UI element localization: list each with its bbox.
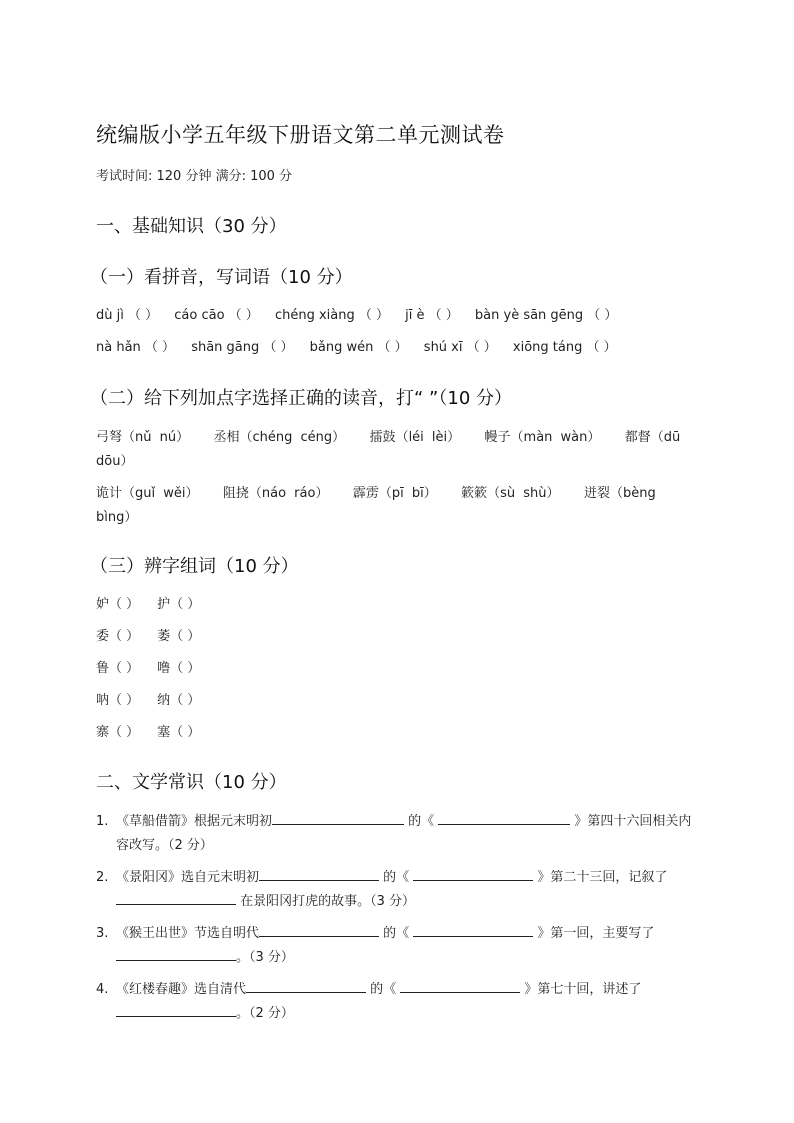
pinyin-item: jī è （ ）: [405, 308, 459, 323]
char-item: 呐（ ）: [96, 693, 140, 708]
char-item: 纳（ ）: [157, 693, 201, 708]
char-pair-row: [96, 722, 698, 744]
char-item: 护（ ）: [157, 597, 201, 612]
char-item: 寨（ ）: [96, 725, 140, 740]
item-text: 《猴王出世》节选自明代: [116, 926, 260, 941]
char-pair-row: [96, 626, 698, 648]
pinyin-item: nà hǎn （ ）: [96, 340, 176, 355]
item-text: 《景阳冈》选自元末明初: [116, 870, 260, 885]
item-text: 《红楼春趣》选自清代: [116, 982, 247, 997]
answer-blank[interactable]: [400, 978, 520, 993]
reading-item: 都督（dū dōu）: [96, 430, 681, 469]
char-item: 萎（ ）: [157, 629, 201, 644]
page-title: 统编版小学五年级下册语文第二单元测试卷: [96, 123, 505, 147]
char-pair-row: [96, 594, 698, 616]
item-text: 的《: [379, 926, 414, 941]
answer-blank[interactable]: [438, 810, 570, 825]
reading-item: 迸裂（bèng bìng）: [96, 486, 656, 525]
item-text: 在景阳冈打虎的故事。（3 分）: [236, 894, 416, 909]
part2-title: （二）给下列加点字选择正确的读音，打“ ”（10 分）: [90, 388, 512, 409]
section1-title: 一、基础知识（30 分）: [96, 216, 287, 237]
char-item: 委（ ）: [96, 629, 140, 644]
pinyin-item: dù jì （ ）: [96, 308, 159, 323]
char-pair-row: [96, 690, 698, 712]
item-text: 》第七十回，讲述了: [520, 982, 642, 997]
literature-list: [96, 810, 696, 1026]
item-text: 。（3 分）: [236, 950, 294, 965]
item-text: 》第四十六回相关内容改写。（2 分）: [116, 814, 692, 853]
exam-meta: 考试时间: 120 分钟 满分: 100 分: [96, 169, 293, 184]
pinyin-item: bàn yè sān gēng （ ）: [474, 308, 618, 323]
reading-item: 霹雳（pī bī）: [352, 486, 437, 501]
section2-title: 二、文学常识（10 分）: [96, 772, 287, 793]
answer-blank[interactable]: [413, 866, 533, 881]
char-item: 鲁（ ）: [96, 661, 140, 676]
item-text: 《草船借箭》根据元末明初: [116, 814, 273, 829]
reading-item: 诡计（guǐ wěi）: [96, 486, 199, 501]
literature-item: [96, 978, 696, 1026]
answer-blank[interactable]: [259, 866, 379, 881]
reading-item: 簌簌（sù shù）: [461, 486, 560, 501]
char-item: 塞（ ）: [157, 725, 201, 740]
reading-item: 弓弩（nǔ nú）: [96, 430, 190, 445]
item-text: 》第二十三回，记叙了: [533, 870, 668, 885]
item-text: 的《: [379, 870, 414, 885]
item-text: 》第一回，主要写了: [533, 926, 655, 941]
part3-title: （三）辨字组词（10 分）: [90, 556, 299, 577]
reading-row-2: [96, 482, 696, 530]
char-item: 噜（ ）: [157, 661, 201, 676]
reading-row-1: [96, 426, 696, 474]
pinyin-item: cáo cāo （ ）: [174, 308, 259, 323]
item-number: 2.: [96, 870, 109, 885]
pinyin-row-1: [96, 305, 698, 327]
item-text: 的《: [366, 982, 401, 997]
char-pair-row: [96, 658, 698, 680]
pinyin-item: xiōng táng （ ）: [512, 340, 617, 355]
answer-blank[interactable]: [116, 1002, 236, 1017]
item-number: 4.: [96, 982, 109, 997]
literature-item: [96, 922, 696, 970]
answer-blank[interactable]: [413, 922, 533, 937]
reading-item: 擂鼓（léi lèi）: [369, 430, 461, 445]
reading-item: 阻挠（náo ráo）: [222, 486, 329, 501]
reading-item: 丞相（chéng céng）: [213, 430, 346, 445]
item-number: 3.: [96, 926, 109, 941]
literature-item: [96, 810, 696, 858]
item-number: 1.: [96, 814, 109, 829]
pinyin-row-2: [96, 337, 698, 359]
answer-blank[interactable]: [272, 810, 404, 825]
item-text: 的《: [404, 814, 439, 829]
pinyin-item: chéng xiàng （ ）: [274, 308, 389, 323]
item-text: 。（2 分）: [236, 1006, 294, 1021]
answer-blank[interactable]: [246, 978, 366, 993]
pinyin-item: shān gāng （ ）: [191, 340, 294, 355]
answer-blank[interactable]: [116, 946, 236, 961]
char-pairs: [96, 594, 698, 744]
pinyin-item: bǎng wén （ ）: [309, 340, 408, 355]
answer-blank[interactable]: [259, 922, 379, 937]
reading-item: 幔子（màn wàn）: [484, 430, 601, 445]
char-item: 妒（ ）: [96, 597, 140, 612]
part1-title: （一）看拼音，写词语（10 分）: [90, 267, 353, 288]
literature-item: [96, 866, 696, 914]
pinyin-item: shú xī （ ）: [423, 340, 497, 355]
answer-blank[interactable]: [116, 890, 236, 905]
